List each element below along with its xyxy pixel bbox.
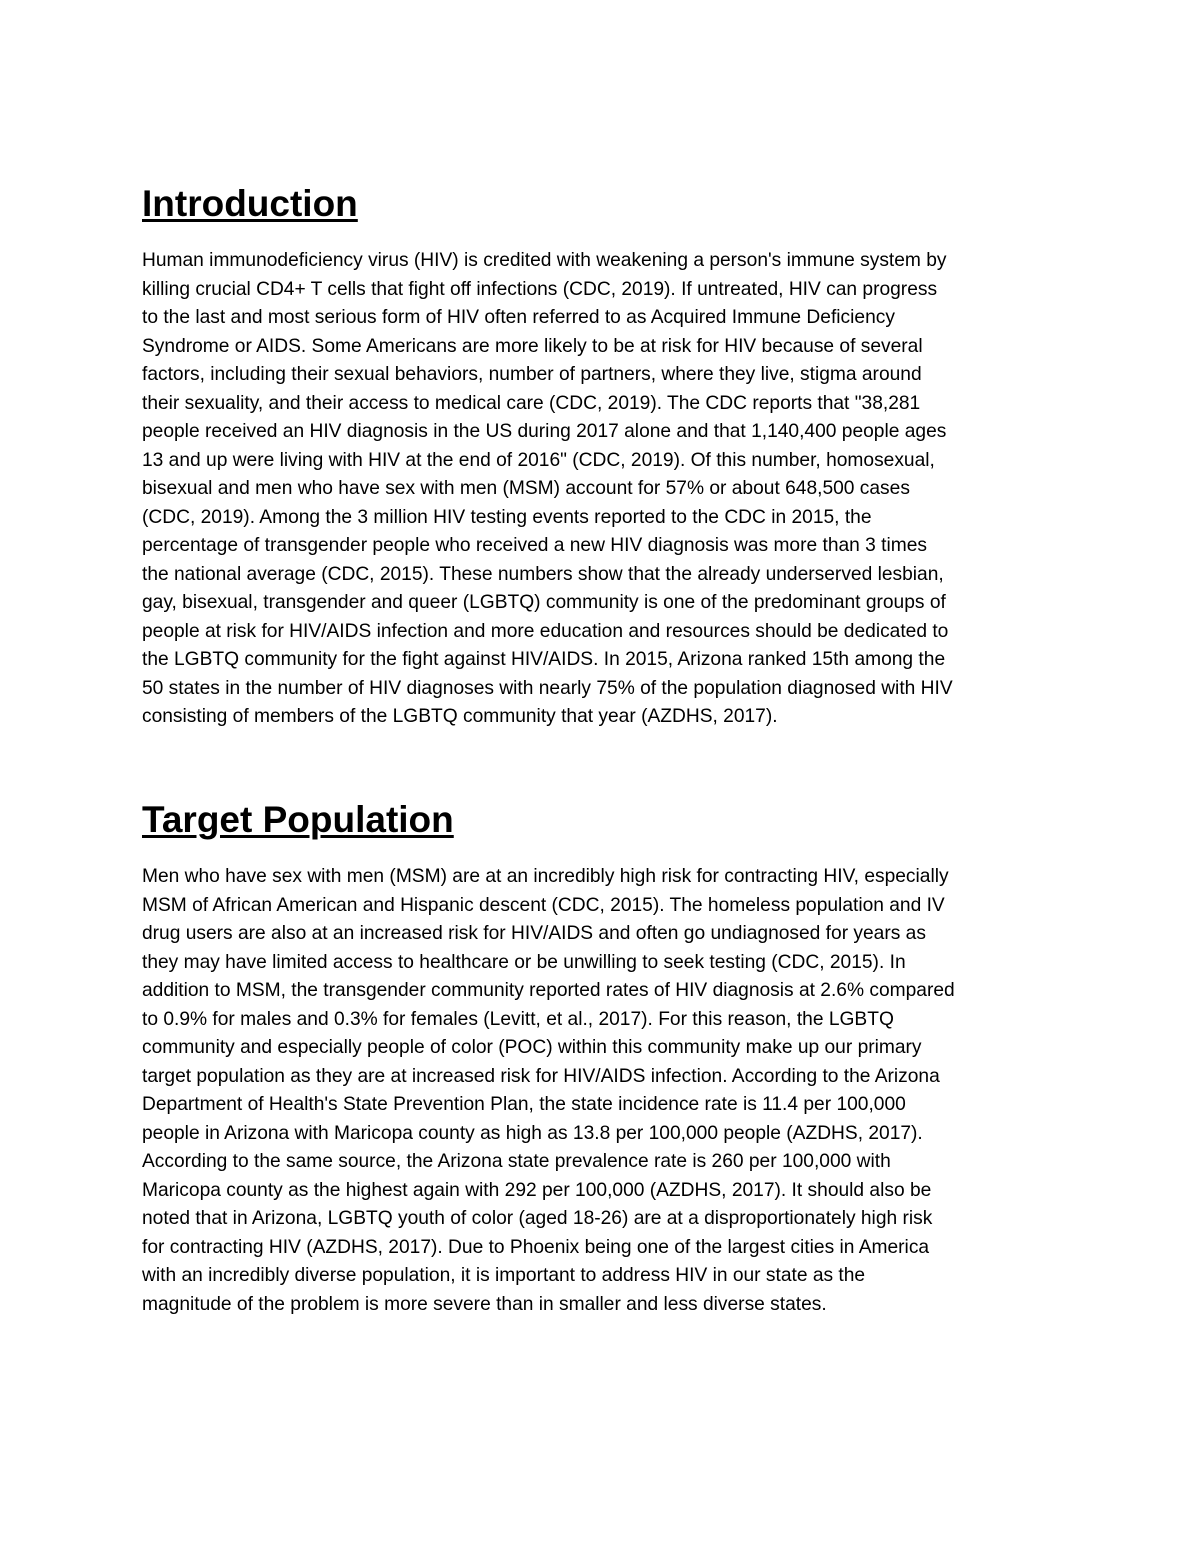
paragraph-line: noted that in Arizona, LGBTQ youth of color (aged 18-26) are at a disproportionately high risk [142,1208,933,1229]
paragraph-line: consisting of members of the LGBTQ community that year (AZDHS, 2017). [142,706,778,727]
paragraph-line: Human immunodeficiency virus (HIV) is credited with weakening a person's immune system by [142,250,947,271]
target-population-section [142,797,1082,1319]
paragraph-line: Men who have sex with men (MSM) are at an incredibly high risk for contracting HIV, especially [142,866,949,887]
paragraph-line: Maricopa county as the highest again with 292 per 100,000 (AZDHS, 2017). It should also be [142,1179,932,1201]
paragraph-line: drug users are also at an increased risk for HIV/AIDS and often go undiagnosed for years as [142,923,926,944]
paragraph-line: bisexual and men who have sex with men (MSM) account for 57% or about 648,500 cases [142,478,910,499]
introduction-section [142,181,1082,732]
paragraph-line: they may have limited access to healthcare or be unwilling to seek testing (CDC, 2015). In [142,951,906,973]
paragraph-line: (CDC, 2019). Among the 3 million HIV testing events reported to the CDC in 2015, the [142,506,872,528]
paragraph-line: the LGBTQ community for the fight against HIV/AIDS. In 2015, Arizona ranked 15th among the [142,649,946,670]
paragraph-line: magnitude of the problem is more severe than in smaller and less diverse states. [142,1293,827,1315]
paragraph-line: MSM of African American and Hispanic descent (CDC, 2015). The homeless population and IV [142,894,945,916]
paragraph-line: for contracting HIV (AZDHS, 2017). Due to Phoenix being one of the largest cities in America [142,1236,930,1258]
paragraph-line: to the last and most serious form of HIV often referred to as Acquired Immune Deficiency [142,307,895,328]
paragraph-line: 50 states in the number of HIV diagnoses with nearly 75% of the population diagnosed with HIV [142,677,953,699]
paragraph-line: to 0.9% for males and 0.3% for females (Levitt, et al., 2017). For this reason, the LGBTQ [142,1008,894,1030]
paragraph-line: According to the same source, the Arizona state prevalence rate is 260 per 100,000 with [142,1151,891,1172]
target-population-heading: Target Population [142,799,454,840]
paragraph-line: with an incredibly diverse population, it is important to address HIV in our state as the [142,1265,866,1286]
target-population-paragraph [142,863,1082,1319]
paragraph-line: Syndrome or AIDS. Some Americans are more likely to be at risk for HIV because of several [142,335,923,357]
paragraph-line: Department of Health's State Prevention Plan, the state incidence rate is 11.4 per 100,000 [142,1094,906,1115]
paragraph-line: 13 and up were living with HIV at the end of 2016" (CDC, 2019). Of this number, homosexual, [142,449,935,471]
paragraph-line: people received an HIV diagnosis in the US during 2017 alone and that 1,140,400 people ages [142,421,947,442]
introduction-heading: Introduction [142,183,358,224]
paragraph-line: people in Arizona with Maricopa county as high as 13.8 per 100,000 people (AZDHS, 2017). [142,1122,923,1144]
paragraph-line: killing crucial CD4+ T cells that fight off infections (CDC, 2019). If untreated, HIV can progress [142,278,938,300]
paragraph-line: their sexuality, and their access to medical care (CDC, 2019). The CDC reports that "38,281 [142,392,921,414]
paragraph-line: target population as they are at increased risk for HIV/AIDS infection. According to the Arizona [142,1065,940,1087]
paragraph-line: the national average (CDC, 2015). These numbers show that the already underserved lesbian, [142,563,944,585]
paragraph-line: factors, including their sexual behaviors, number of partners, where they live, stigma around [142,364,922,385]
introduction-paragraph [142,247,1082,732]
paragraph-line: gay, bisexual, transgender and queer (LGBTQ) community is one of the predominant groups of [142,592,946,613]
paragraph-line: people at risk for HIV/AIDS infection and more education and resources should be dedicated to [142,620,949,642]
paragraph-line: community and especially people of color (POC) within this community make up our primary [142,1037,922,1058]
paragraph-line: addition to MSM, the transgender community reported rates of HIV diagnosis at 2.6% compared [142,980,955,1001]
paragraph-line: percentage of transgender people who received a new HIV diagnosis was more than 3 times [142,535,928,556]
